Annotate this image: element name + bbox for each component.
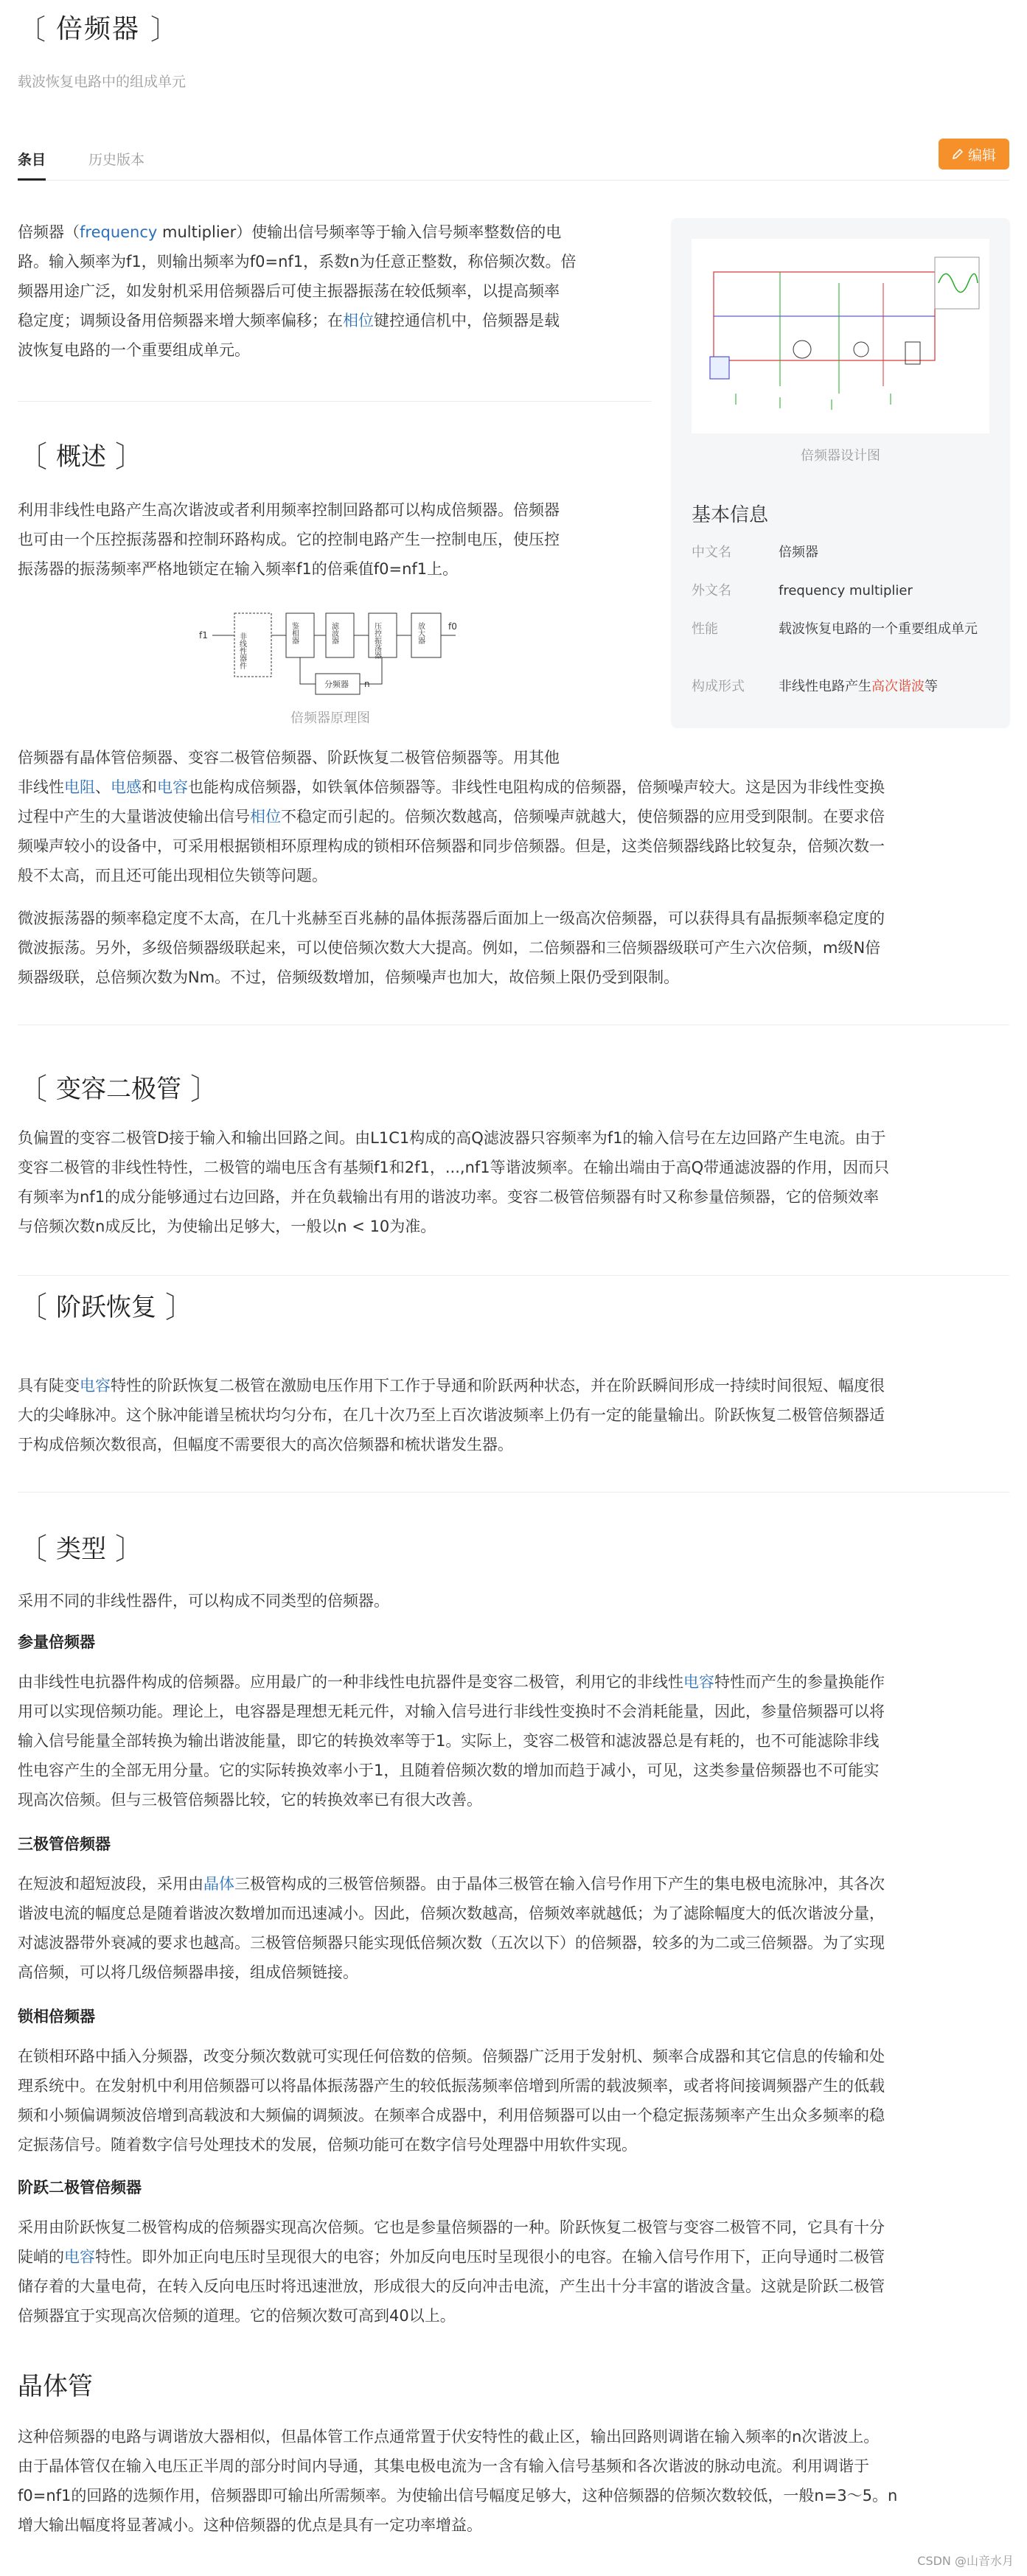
step-line: 大的尖峰脉冲。这个脉冲能谱呈梳状均匀分布，在几十次乃至上百次谐波频率上仍有一定的能量输出。阶跃恢复二极管倍频器适 [18,1406,885,1424]
info-title: 基本信息 [692,504,769,526]
pll-line: 理系统中。在发射机中利用倍频器可以将晶体振荡器产生的较低振荡频率倍增到所需的载波频率，或者将间接调频器产生的低载 [18,2077,885,2095]
info-row [692,619,994,663]
harmonic-link[interactable]: 高次谐波 [871,679,925,694]
pll-line: 在锁相环路中插入分频器，改变分频次数就可实现任何倍数的倍频。倍频器广泛用于发射机、频率合成器和其它信息的传输和处 [18,2048,885,2065]
intro-line: 稳定度；调频设备用倍频器来增大频率偏移；在相位键控通信机中，倍频器是载 [18,312,560,329]
info-sidebar [671,218,1010,728]
sub-heading-triode: 三极管倍频器 [18,1835,111,1853]
info-value: 非线性电路产生高次谐波等 [779,679,938,694]
phase-link[interactable]: 相位 [250,808,281,825]
param-line: 由非线性电抗器件构成的倍频器。应用最广的一种非线性电抗器件是变容二极管，利用它的非线性电容特性而产生的参量换能作 [18,1673,885,1691]
section-step-heading [18,1284,195,1326]
step-line: 于构成倍频次数很高，但幅度不需要很大的高次倍频器和梳状谐发生器。 [18,1436,513,1453]
section-types-heading [18,1526,145,1568]
page-subtitle: 载波恢复电路中的组成单元 [18,74,187,90]
intro-line: 倍频器（frequency multiplier）使输出信号频率等于输入信号频率整数倍的电 [18,223,562,241]
sub-heading-pll: 锁相倍频器 [18,2008,95,2025]
page-title-row [18,4,178,49]
watermark: CSDN @山音水月 [917,2554,1014,2568]
phase-link[interactable]: 相位 [343,312,374,329]
sub-heading-stepdiode: 阶跃二极管倍频器 [18,2179,142,2196]
pencil-icon [952,148,964,160]
intro-line: 路。输入频率为f1，则输出频率为f0=nf1，系数n为任意正整数，称倍频次数。倍 [18,253,577,270]
title-bracket-left: 〔 [18,13,46,46]
fig-label: 滤波器 [330,622,338,644]
stepdiode-line: 倍频器宜于实现高次倍频的道理。它的倍频次数可高到40以上。 [18,2307,456,2325]
capacitance-link[interactable]: 电容 [683,1673,714,1691]
bracket-icon: 〕 [115,1532,145,1566]
param-line: 性电容产生的全部无用分量。它的实际转换效率小于1，且随着倍频次数的增加而趋于减小，可见，这类参量倍频器也不可能实 [18,1762,880,1779]
crystal-line: f0=nf1的回路的选频作用，倍频器即可输出所需频率。为使输出信号幅度足够大，这种倍频器的倍频次数较低，一般n=3～5。n [18,2487,898,2505]
stepdiode-line: 陡峭的电容特性。即外加正向电压时呈现很大的电容；外加反向电压时呈现很小的电容。在输入信号作用下，正向导通时二极管 [18,2248,885,2266]
fig-label: 非线性器件 [237,632,246,669]
info-row [692,542,994,565]
info-label: 性能 [692,621,718,637]
intro-line: 频器用途广泛，如发射机采用倍频器后可使主振器振荡在较低频率，以提高频率 [18,282,560,300]
triode-line: 高倍频，可以将几级倍频器串接，组成倍频链接。 [18,1964,358,1981]
overview-line: 非线性电阻、电感和电容也能构成倍频器，如铁氧体倍频器等。非线性电阻构成的倍频器，倍频噪声较大。这是因为非线性变换 [18,778,885,796]
param-line: 用可以实现倍频功能。理论上，电容器是理想无耗元件，对输入信号进行非线性变换时不会消耗能量，因此，参量倍频器可以将 [18,1703,885,1720]
divider [18,1492,1009,1493]
overview-line: 微波振荡器的频率稳定度不太高，在几十兆赫至百兆赫的晶体振荡器后面加上一级高次倍频器，可以获得具有晶振频率稳定度的 [18,910,885,927]
fig-label: 鉴相器 [290,622,299,644]
capacitance-link[interactable]: 电容 [64,2248,95,2266]
title-bracket-right: 〕 [150,13,179,46]
pll-line: 频和小频偏调频波倍增到高载波和大频偏的调频波。在频率合成器中，利用倍频器可以由一个稳定振荡频率产生出众多频率的稳 [18,2106,885,2124]
types-intro: 采用不同的非线性器件，可以构成不同类型的倍频器。 [18,1592,389,1610]
info-label: 构成形式 [692,679,745,694]
principle-diagram[interactable] [198,603,463,708]
tab-history[interactable]: 历史版本 [88,152,145,168]
sub-heading-param: 参量倍频器 [18,1633,95,1651]
fig-label: f0 [448,621,457,632]
param-line: 输入信号能量全部转换为输出谐波能量，即它的转换效率等于1。实际上，变容二极管和滤波器总是有耗的，也不可能滤除非线 [18,1732,880,1750]
page-title: 倍频器 [56,13,141,44]
varactor-line: 变容二极管的非线性特性，二极管的端电压含有基频f1和2f1，...,nf1等谐波频率。在输出端由于高Q带通滤波器的作用，因而只 [18,1159,890,1176]
intro-line: 波恢复电路的一个重要组成单元。 [18,341,250,359]
frequency-link[interactable]: frequency [80,223,158,241]
param-line: 现高次倍频。但与三极管倍频器比较，它的转换效率已有很大改善。 [18,1791,482,1809]
overview-line: 微波振荡。另外，多级倍频器级联起来，可以使倍频次数大大提高。例如，二倍频器和三倍频器级联可产生六次倍频，m级N倍 [18,939,881,957]
overview-line: 利用非线性电路产生高次谐波或者利用频率控制回路都可以构成倍频器。倍频器 [18,501,560,519]
fig-label: 压控振荡器 [372,622,381,659]
overview-line: 频噪声较小的设备中，可采用根据锁相环原理构成的锁相环倍频器和同步倍频器。但是，这类倍频器线路比较复杂，倍频次数一 [18,837,885,855]
overview-line: 倍频器有晶体管倍频器、变容二极管倍频器、阶跃恢复二极管倍频器等。用其他 [18,749,560,767]
stepdiode-line: 储存着的大量电荷，在转入反向电压时将迅速泄放，形成很大的反向冲击电流，产生出十分丰富的谐波含量。这就是阶跃二极管 [18,2277,885,2295]
bracket-icon: 〔 [18,440,47,474]
inductor-link[interactable]: 电感 [111,778,142,796]
info-value: 倍频器 [779,545,818,560]
section-title: 变容二极管 [56,1075,181,1104]
bracket-icon: 〕 [190,1072,220,1106]
step-line: 具有陡变电容特性的阶跃恢复二极管在激励电压作用下工作于导通和阶跃两种状态，并在阶跃瞬间形成一持续时间很短、幅度很 [18,1377,885,1395]
info-row [692,581,994,603]
fig-label: n [364,679,370,689]
info-label: 外文名 [692,583,731,598]
overview-line: 过程中产生的大量谐波使输出信号相位不稳定而引起的。倍频次数越高，倍频噪声就越大，使倍频器的应用受到限制。在要求倍 [18,808,885,825]
circuit-diagram [692,239,989,433]
section-title: 概述 [56,442,106,472]
section-varactor-heading [18,1066,220,1108]
section-title: 类型 [56,1535,106,1564]
divider [18,401,652,402]
fig-label: 分频器 [324,680,349,689]
overview-line: 频器级联，总倍频次数为Nm。不过，倍频级数增加，倍频噪声也加大，故倍频上限仍受到限制。 [18,968,680,986]
triode-line: 对滤波器带外衰减的要求也越高。三极管倍频器只能实现低倍频次数（五次以下）的倍频器，较多的为二或三倍频器。为了实现 [18,1934,885,1952]
capacitor-link[interactable]: 电容 [157,778,188,796]
bracket-icon: 〕 [115,440,145,474]
tab-bar [18,139,1009,181]
section-title: 阶跃恢复 [56,1293,156,1322]
section-crystal-heading: 晶体管 [18,2372,93,2401]
crystal-link[interactable]: 晶体 [203,1875,234,1893]
resistor-link[interactable]: 电阻 [64,778,95,796]
fig-label: f1 [199,630,208,640]
bracket-icon: 〔 [18,1532,47,1566]
figure-caption: 倍频器原理图 [290,711,370,726]
divider [18,1275,1009,1276]
overview-line: 也可由一个压控振荡器和控制环路构成。它的控制电路产生一控制电压，使压控 [18,531,560,548]
bracket-icon: 〔 [18,1291,47,1324]
tab-entry[interactable]: 条目 [18,149,46,169]
edit-label: 编辑 [967,147,996,164]
overview-line: 般不太高，而且还可能出现相位失锁等问题。 [18,867,327,884]
pll-line: 定振荡信号。随着数字信号处理技术的发展，倍频功能可在数字信号处理器中用软件实现。 [18,2136,637,2154]
varactor-line: 与倍频次数n成反比，为使输出足够大，一般以n < 10为准。 [18,1218,436,1235]
section-overview-heading [18,433,145,475]
image-caption: 倍频器设计图 [801,448,880,464]
design-image[interactable] [692,239,989,433]
varactor-line: 负偏置的变容二极管D接于输入和输出回路之间。由L1C1构成的高Q滤波器只容频率为f1的输入信号在左边回路产生电流。由于 [18,1129,886,1147]
triode-line: 在短波和超短波段，采用由晶体三极管构成的三极管倍频器。由于晶体三极管在输入信号作用下产生的集电极电流脉冲，其各次 [18,1875,885,1893]
crystal-line: 增大输出幅度将显著减小。这种倍频器的优点是具有一定功率增益。 [18,2516,482,2534]
varactor-line: 有频率为nf1的成分能够通过右边回路，并在负载输出有用的谐波功率。变容二极管倍频器有时又称参量倍频器，它的倍频效率 [18,1188,880,1206]
stepdiode-line: 采用由阶跃恢复二极管构成的倍频器实现高次倍频。它也是参量倍频器的一种。阶跃恢复二极管与变容二极管不同，它具有十分 [18,2219,885,2236]
info-value: 载波恢复电路的一个重要组成单元 [779,621,978,637]
bracket-icon: 〕 [165,1291,195,1324]
capacitance-link[interactable]: 电容 [80,1377,111,1395]
edit-button[interactable] [939,139,1009,170]
triode-line: 谐波电流的幅度总是随着谐波次数增加而迅速减小。因此，倍频次数越高，倍频效率就越低；为了滤除幅度大的低次谐波分量， [18,1905,885,1922]
info-row [692,677,994,699]
crystal-line: 这种倍频器的电路与调谐放大器相似，但晶体管工作点通常置于伏安特性的截止区，输出回路则调谐在输入频率的n次谐波上。 [18,2428,880,2446]
crystal-line: 由于晶体管仅在输入电压正半周的部分时间内导通，其集电极电流为一含有输入信号基频和各次谐波的脉动电流。利用调谐于 [18,2457,869,2475]
info-value: frequency multiplier [779,583,913,598]
info-label: 中文名 [692,545,731,560]
bracket-icon: 〔 [18,1072,47,1106]
overview-line: 振荡器的振荡频率严格地锁定在输入频率f1的倍乘值f0=nf1上。 [18,560,459,578]
fig-label: 放大器 [416,622,425,644]
